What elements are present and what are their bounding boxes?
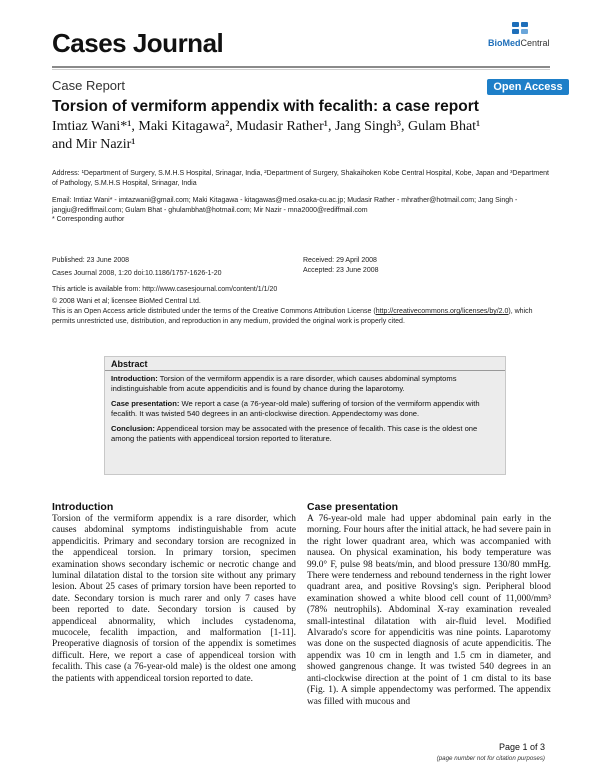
case-presentation-section <box>307 501 551 708</box>
paper-title: Torsion of vermiform appendix with fecalith: a case report <box>52 98 479 115</box>
citation: Cases Journal 2008, 1:20 doi:10.1186/1757-1626-1-20 <box>52 269 222 277</box>
corresponding-author: * Corresponding author <box>52 216 125 223</box>
journal-title: Cases Journal <box>52 28 224 58</box>
abstract-introduction: Introduction: Torsion of the vermiform appendix is a rare disorder, which causes abdominal symptoms indistinguishable from acute appendicitis and is found by chance during the laparotomy. <box>111 374 457 393</box>
open-access-badge: Open Access <box>487 79 569 95</box>
article-type: Case Report <box>52 78 125 93</box>
license-text: This is an Open Access article distributed under the terms of the Creative Commons Attribution License (http://creativecommons.org/licenses/by/2.0), which permits unrestricted use, distribution, and reproduction in any medium, provided the original work is properly cited. <box>52 308 533 325</box>
availability-url[interactable]: This article is available from: http://www.casesjournal.com/content/1/1/20 <box>52 286 278 293</box>
accepted-date: Accepted: 23 June 2008 <box>303 266 379 274</box>
author-emails <box>52 196 552 225</box>
email-list: Email: Imtiaz Wani* - imtazwani@gmail.com; Maki Kitagawa - kitagawas@med.osaka-cu.ac.jp; Mudasir Rather - mhrather@hotmail.com; Jang Singh - jangju@rediffmail.com; Gulam Bhat - ghulambhat@hotmail.com; Mir Nazir - mna2000@rediffmail.com <box>52 197 518 214</box>
abstract-case-presentation: Case presentation: We report a case (a 76-year-old male) suffering of torsion of the vermiform appendix with fecalith. It was twisted 540 degrees in an anti-clockwise direction. Appendectomy was done. <box>111 399 480 418</box>
header-rule-thin <box>52 69 550 70</box>
introduction-text: Torsion of the vermiform appendix is a rare disorder, which causes abdominal symptoms indistinguishable from acute appendicitis. Primary and secondary torsion are recognized in the appendiceal torsion. In primary torsion, specimen examination shows secondary ischemic or necrotic change and luminal dilatation distal to the torsion site without any primary lesion. About 25 cases of primary torsion have been reported to date. Secondary torsion is much rarer and only 7 cases have been reported to date. Secondary torsion is caused by appendiceal abnormality, which includes cystadenoma, mucocele, fecalith impaction, and malformation [1-11]. Preoperative diagnosis of torsion of the appendix is sometimes difficult. Here, we report a case of appendiceal torsion with fecalith. This case (a 76-year-old male) is the oldest one among the patients with appendiceal torsion reported to date. <box>52 514 296 684</box>
dates-info <box>303 256 503 275</box>
case-presentation-heading: Case presentation <box>307 501 399 513</box>
biomed-logo-icon <box>512 22 528 34</box>
author-list <box>52 118 552 154</box>
abstract-box <box>104 356 506 475</box>
header-rule <box>52 66 550 68</box>
authors-line-2: and Mir Nazir¹ <box>52 137 136 152</box>
license-link[interactable]: http://creativecommons.org/licenses/by/2.0 <box>375 308 509 315</box>
abstract-body <box>111 374 497 449</box>
page-number-note: (page number not for citation purposes) <box>436 755 545 762</box>
biomed-central-logo <box>488 22 548 52</box>
abstract-heading: Abstract <box>105 357 505 371</box>
received-date: Received: 29 April 2008 <box>303 257 377 264</box>
published-date: Published: 23 June 2008 <box>52 257 130 264</box>
copyright: © 2008 Wani et al; licensee BioMed Central Ltd. <box>52 298 201 305</box>
logo-text: BioMedCentral <box>488 38 550 48</box>
authors-line-1: Imtiaz Wani*¹, Maki Kitagawa², Mudasir Rather¹, Jang Singh³, Gulam Bhat¹ <box>52 119 481 134</box>
case-presentation-text: A 76-year-old male had upper abdominal pain early in the morning. Four hours after the initial attack, he had severe pain in the right lower quadrant area, which was accompanied with nausea. On physical examination, his body temperature was 99.0° F, pulse 98 beats/min, and blood pressure 130/80 mmHg. There were tenderness and rebound tenderness in the right lower quadrant area, and positive Rovsing's sign. Peripheral blood examination showed a white blood cell count of 11,000/mm³ (78% neutrophils). Abdominal X-ray examination revealed small-intestinal dilatation with air-fluid level. Modified Alvarado's score for appendicitis was nine points. Laparotomy was done on the suspected diagnosis of acute appendicitis. The appendix was 10 cm in length and 1.5 cm in diameter, and showed gangrenous change. It was twisted 540 degrees in an anti-clockwise direction at the point of 1 cm distal to its base (Fig. 1). A simple appendectomy was performed. The appendix was filled with mucous and <box>307 514 551 707</box>
page-number: Page 1 of 3 <box>498 742 545 752</box>
introduction-heading: Introduction <box>52 501 114 513</box>
abstract-conclusion: Conclusion: Appendiceal torsion may be assocated with the presence of fecalith. This case is the oldest one among the patients with appendiceal torsion reported to literature. <box>111 424 478 443</box>
publication-info <box>52 256 312 278</box>
introduction-section <box>52 501 296 685</box>
affiliations: Address: ¹Department of Surgery, S.M.H.S Hospital, Srinagar, India, ²Department of Surgery, Shakaihoken Kobe Central Hospital, Kobe, Japan and ³Department of Pathology, S.M.H.S Hospital, Srinagar, India <box>52 170 549 187</box>
